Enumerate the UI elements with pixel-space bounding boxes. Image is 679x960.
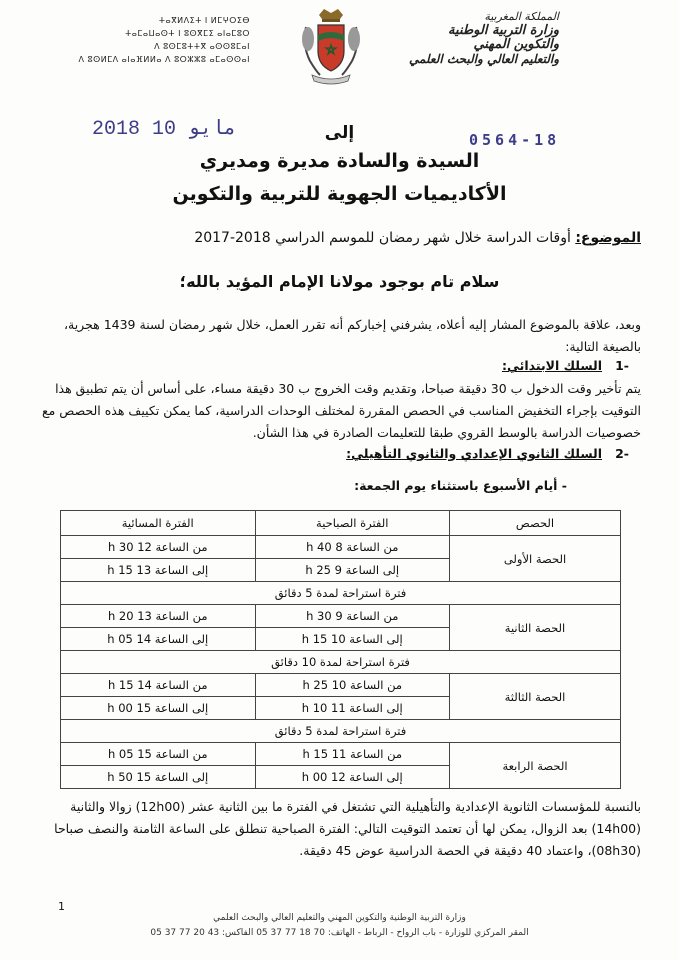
closing-paragraph: بالنسبة للمؤسسات الثانوية الإعدادية والتأهيلية التي تشتغل في الفترة ما بين الثانية عشر (12h00) زوالا والثانية (14h00) بعد الزوال، يمكن لها أن تعتمد التوقيت التالي: الفترة الصباحية تنطلق على الساعة الثامنة والنصف صباحا (08h30)، واعتماد 40 دقيقة في الحصة الدراسية عوض 45 دقيقة. [54,799,641,858]
ministry-line: والتكوين المهني [473,37,559,52]
page-number: 1 [58,900,65,913]
morning-to: إلى الساعة 12 h 00 [255,766,450,789]
table-header: الفترة المسائية [61,511,256,536]
table-header-row [61,511,621,536]
morning-from: من الساعة 10 h 25 [255,674,450,697]
ministry-line: ⵜⴰⵎⴰⵡⴰⵙⵜ ⵏ ⵓⵙⴳⵎⵉ ⴰⵏⴰⵎⵓⵔ [125,29,250,38]
morning-from: من الساعة 8 h 40 [255,536,450,559]
session-name: الحصة الثالثة [450,674,621,720]
section-title: السلك الابتدائي: [502,358,603,373]
ministry-line: ⴷ ⵓⵙⵍⵎⴷ ⴰⵏⴰⴼⵍⵍⴰ ⴷ ⵓⵔⵣⵣⵓ ⴰⵎⴰⵙⵙⴰⵏ [78,55,250,64]
section-1-heading [502,358,629,373]
morning-to: إلى الساعة 10 h 15 [255,628,450,651]
table-row [61,536,621,559]
table-row [61,605,621,628]
addressee-line-2: الأكاديميات الجهوية للتربية والتكوين [172,183,507,205]
ministry-line: والتعليم العالي والبحث العلمي [408,52,559,66]
to-label: إلى [324,123,355,143]
session-name: الحصة الأولى [450,536,621,582]
coat-of-arms-icon [296,5,366,87]
ministry-name-tifinagh [40,14,250,66]
evening-from: من الساعة 13 h 20 [61,605,256,628]
subject-line [41,230,641,246]
section-title: السلك الثانوي الإعدادي والثانوي التأهيلي: [346,446,603,461]
evening-to: إلى الساعة 15 h 50 [61,766,256,789]
section-2-heading [346,446,629,461]
evening-from: من الساعة 12 h 30 [61,536,256,559]
section-1-paragraph: يتم تأخير وقت الدخول ب 30 دقيقة صباحا، وتقديم وقت الخروج ب 30 دقيقة مساء، على أساس أن يتم تطبيق هذا التوقيت بإجراء التخفيض المناسب في الحصص المقررة لمختلف الوحدات الدراسية، كما يمكن تكييف هذه الحصص مع خصوصيات الدراسة بالوسط القروي طبقا للتعليمات الصادرة في هذا الشأن. [41,381,641,440]
break-cell: فترة استراحة لمدة 5 دقائق [61,720,621,743]
footer-address: المقر المركزي للوزارة - باب الرواح - الرباط - الهاتف: 70 18 77 37 05 الفاكس: 43 20 77 37 05 [150,928,529,938]
table-row [61,743,621,766]
table-header: الفترة الصباحية [255,511,450,536]
table-header: الحصص [450,511,621,536]
section-number: -1 [615,358,629,373]
break-row [61,720,621,743]
weekdays-label: - أيام الأسبوع باستثناء يوم الجمعة: [354,478,567,493]
evening-to: إلى الساعة 14 h 05 [61,628,256,651]
session-name: الحصة الثانية [450,605,621,651]
break-cell: فترة استراحة لمدة 5 دقائق [61,582,621,605]
table-row [61,674,621,697]
evening-to: إلى الساعة 13 h 15 [61,559,256,582]
salutation: سلام تام بوجود مولانا الإمام المؤيد بالله؛ [179,272,500,291]
evening-from: من الساعة 14 h 15 [61,674,256,697]
intro-paragraph: وبعد، علاقة بالموضوع المشار إليه أعلاه، يشرفني إخباركم أنه تقرر العمل، خلال شهر رمضان لسنة 1439 هجرية، بالصيغة التالية: [63,317,641,354]
break-cell: فترة استراحة لمدة 10 دقائق [61,651,621,674]
ministry-line: ⵜⴰⴳⵍⴷⵉⵜ ⵏ ⵍⵎⵖⵔⵉⴱ [158,16,250,25]
ministry-line: ⴷ ⵓⵙⵎⵓⵜⵜⴳ ⴰⵙⵙⵓⵎⴰⵏ [154,42,250,51]
ministry-name-arabic [359,10,559,66]
letter-date: 2018 مايو 10 [92,118,237,141]
reference-number: 0564-18 [469,131,561,149]
session-name: الحصة الرابعة [450,743,621,789]
morning-to: إلى الساعة 11 h 10 [255,697,450,720]
morning-to: إلى الساعة 9 h 25 [255,559,450,582]
addressee-line-1: السيدة والسادة مديرة ومديري [199,150,480,172]
ministry-line: وزارة التربية الوطنية [448,23,559,38]
ministry-line: المملكة المغربية [484,10,559,23]
footer-ministry: وزارة التربية الوطنية والتكوين المهني والتعليم العالي والبحث العلمي [213,913,466,923]
morning-from: من الساعة 11 h 15 [255,743,450,766]
evening-from: من الساعة 15 h 05 [61,743,256,766]
subject-text: أوقات الدراسة خلال شهر رمضان للموسم الدراسي 2018-2017 [194,230,571,246]
subject-label: الموضوع: [575,230,641,246]
section-number: -2 [615,446,629,461]
morning-from: من الساعة 9 h 30 [255,605,450,628]
schedule-table [60,510,621,789]
break-row [61,582,621,605]
evening-to: إلى الساعة 15 h 00 [61,697,256,720]
break-row [61,651,621,674]
